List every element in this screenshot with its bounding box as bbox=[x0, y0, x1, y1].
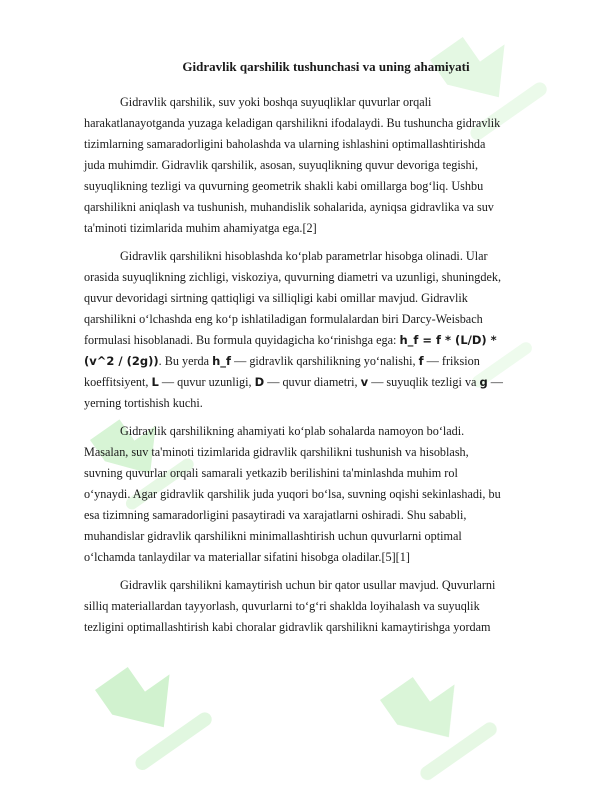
text-line: Masalan, suv ta'minoti tizimlarida gidravlik qarshilikni tushunish va hisoblash, bbox=[84, 445, 469, 459]
text-line: harakatlanayotganda yuzaga keladigan qarshilikni ifodalaydi. Bu tushuncha gidravlik bbox=[84, 116, 501, 130]
text-line: Gidravlik qarshilik, suv yoki boshqa suyuqliklar quvurlar orqali bbox=[120, 95, 432, 109]
text-line: Gidravlik qarshilikni hisoblashda ko‘plab parametrlar hisobga olinadi. Ular bbox=[120, 249, 488, 263]
text-run: — quvur diametri, bbox=[264, 375, 361, 389]
watermark-mark-bottom-mid bbox=[372, 654, 500, 783]
text-line: quvur devoridagi sirtning qattiqligi va silliqligi kabi omillar mavjud. Gidravlik bbox=[84, 291, 468, 305]
text-line bbox=[84, 372, 568, 393]
text-line: silliq materiallardan tayyorlash, quvurlarni to‘g‘ri shaklda loyihalash va suyuqlik bbox=[84, 599, 480, 613]
text-line bbox=[84, 351, 568, 372]
symbol-g: g bbox=[479, 375, 488, 389]
text-run: — friksion bbox=[423, 354, 480, 368]
formula-part-1: h_f = f * (L/D) * bbox=[399, 333, 497, 347]
text-line: suyuqlikning tezligi va quvurning geometrik shakli kabi omillarga bog‘liq. Ushbu bbox=[84, 179, 484, 193]
text-line: esa tizimning samaradorligini pasaytiradi va xarajatlarni oshiradi. Shu sababli, bbox=[84, 508, 467, 522]
symbol-v: v bbox=[360, 375, 369, 389]
page-title: Gidravlik qarshilik tushunchasi va uning ahamiyati bbox=[182, 59, 470, 74]
text-run: formulasi hisoblanadi. Bu formula quyidagicha ko‘rinishga ega: bbox=[84, 333, 400, 347]
text-line: o‘ynaydi. Agar gidravlik qarshilik juda yuqori bo‘lsa, suvning oqishi sekinlashadi, bu bbox=[84, 487, 501, 501]
text-run: . Bu yerda bbox=[158, 354, 213, 368]
symbol-f: f bbox=[418, 354, 424, 368]
text-line: orasida suyuqlikning zichligi, viskoziya, quvurning diametri va uzunligi, shuningdek, bbox=[84, 270, 502, 284]
text-run: koeffitsiyent, bbox=[84, 375, 152, 389]
text-line: qarshilikni o‘lchashda eng ko‘p ishlatiladigan formulalardan biri Darcy-Weisbach bbox=[84, 312, 483, 326]
text-run: — quvur uzunligi, bbox=[158, 375, 255, 389]
symbol-hf: h_f bbox=[212, 354, 232, 368]
symbol-L: L bbox=[151, 375, 159, 389]
text-line: tezligini optimallashtirish kabi choralar gidravlik qarshilikni kamaytirishga yordam bbox=[84, 620, 491, 634]
text-line: qarshilikni aniqlash va tushunish, muhandislik sohalarida, ayniqsa gidravlika va suv bbox=[84, 200, 494, 214]
text-line: Gidravlik qarshilikni kamaytirish uchun bir qator usullar mavjud. Quvurlarni bbox=[120, 578, 496, 592]
text-line: muhandislar gidravlik qarshilikni minimallashtirish uchun quvurlarni optimal bbox=[84, 529, 462, 543]
text-line: suvning quvurlar orqali samarali yetkazib berilishini ta'minlashda muhim rol bbox=[84, 466, 458, 480]
paragraph-2 bbox=[84, 246, 568, 414]
paragraph-4 bbox=[84, 575, 568, 638]
formula-part-2: (v^2 / (2g)) bbox=[84, 354, 159, 368]
text-run: — gidravlik qarshilikning yo‘nalishi, bbox=[231, 354, 419, 368]
text-line: Gidravlik qarshilikning ahamiyati ko‘plab sohalarda namoyon bo‘ladi. bbox=[120, 424, 465, 438]
document-body bbox=[84, 58, 568, 645]
symbol-D: D bbox=[254, 375, 265, 389]
text-line bbox=[84, 330, 568, 351]
text-line: ta'minoti tizimlarida muhim ahamiyatga ega.[2] bbox=[84, 221, 317, 235]
text-line: yerning tortishish kuchi. bbox=[84, 396, 203, 410]
text-run: — suyuqlik tezligi va bbox=[368, 375, 480, 389]
text-line: o‘lchamda tanlaydilar va materiallar sifatini hisobga oladilar.[5][1] bbox=[84, 550, 410, 564]
watermark-mark-bottom-left bbox=[87, 644, 215, 773]
paragraph-3 bbox=[84, 421, 568, 568]
text-run: — bbox=[487, 375, 503, 389]
text-line: tizimlarning samaradorligini baholashda va ularning ishlashini optimallashtirishda bbox=[84, 137, 486, 151]
text-line: juda muhimdir. Gidravlik qarshilik, asosan, suyuqlikning quvur devoriga tegishi, bbox=[84, 158, 479, 172]
paragraph-1 bbox=[84, 92, 568, 239]
